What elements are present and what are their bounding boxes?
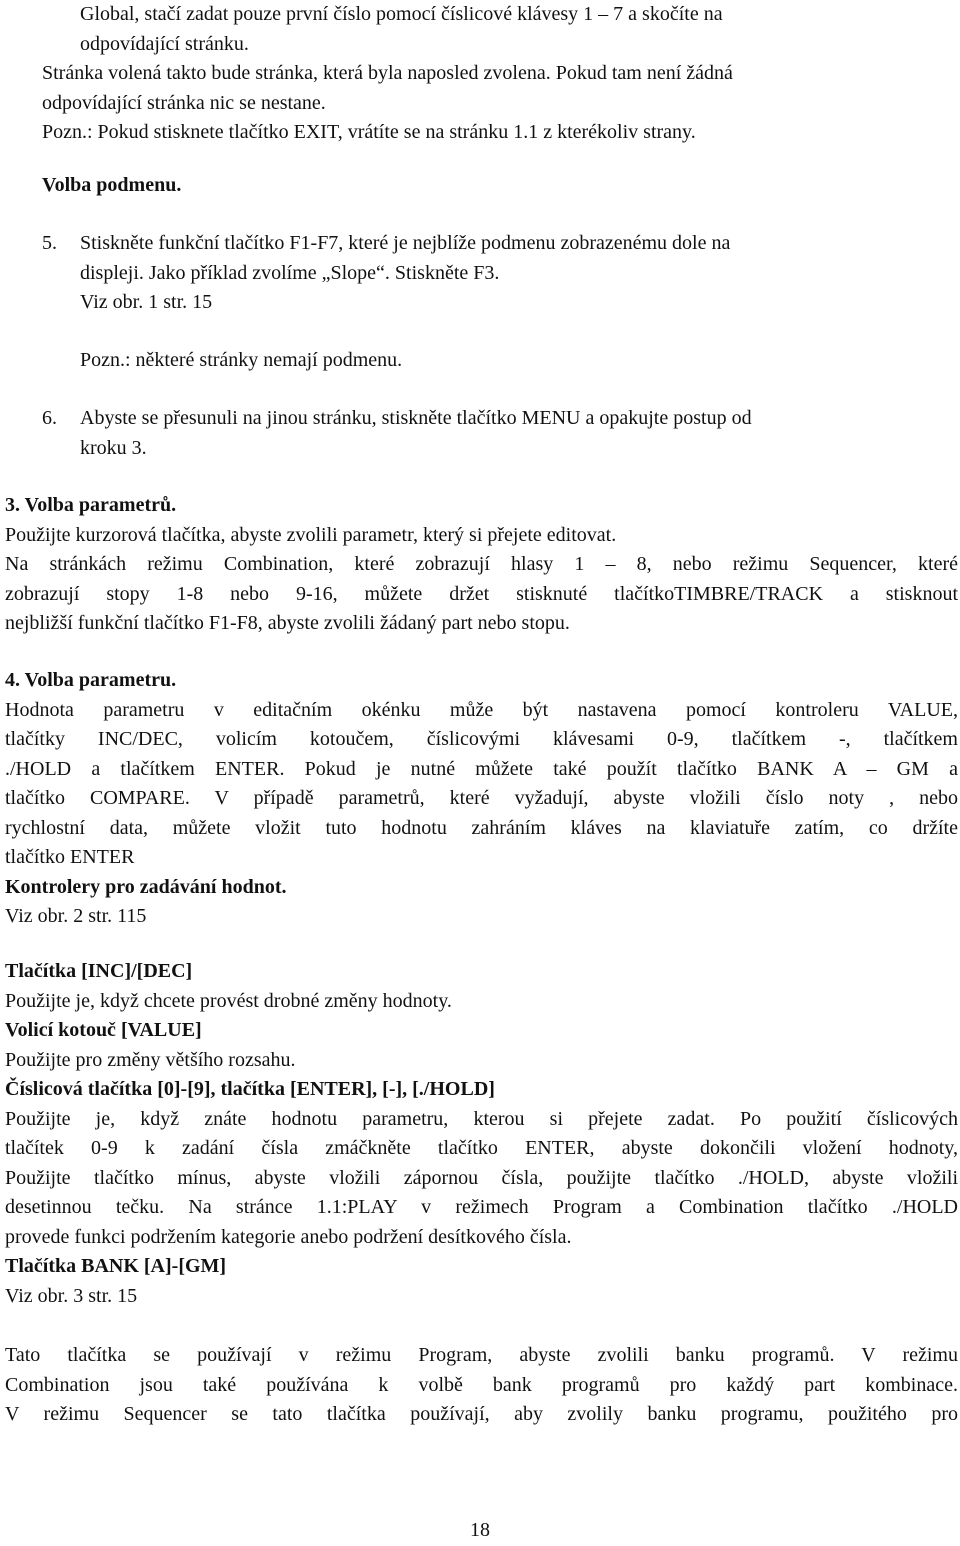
section-3 [5,491,958,639]
inc-dec-heading: Tlačítka [INC]/[DEC] [5,960,193,982]
section-heading: 4. Volba parametru. [5,669,177,691]
paragraph-line: rychlostní data, můžete vložit tuto hodnotu zahráním kláves na klaviatuře zatím, co držíte [5,816,958,839]
step-text: Abyste se přesunuli na jinou stránku, stiskněte tlačítko MENU a opakujte postup od [80,407,752,429]
numeric-keys-heading: Číslicová tlačítka [0]-[9], tlačítka [ENTER], [-], [./HOLD] [5,1078,495,1100]
paragraph-line: Použijte kurzorová tlačítka, abyste zvolili parametr, který si přejete editovat. [5,523,617,546]
paragraph-line: Na stránkách režimu Combination, které zobrazují hlasy 1 – 8, nebo režimu Sequencer, které [5,553,958,575]
step-text: kroku 3. [80,436,147,459]
inc-dec-text: Použijte je, když chcete provést drobné změny hodnoty. [5,989,452,1012]
paragraph-line: Hodnota parametru v editačním okénku může být nastavena pomocí kontroleru VALUE, [5,698,958,721]
intro-line: odpovídající stránka nic se nestane. [42,91,326,114]
bank-paragraph [5,1341,958,1430]
paragraph-line: tlačítko COMPARE. V případě parametrů, které vyžadují, abyste vložili číslo noty , nebo [5,787,958,809]
paragraph-line: zobrazují stopy 1-8 nebo 9-16, můžete držet stisknuté tlačítkoTIMBRE/TRACK a stisknout [5,582,958,605]
section-4 [5,666,958,932]
submenu-note: Pozn.: některé stránky nemají podmenu. [80,349,403,371]
step-5 [42,229,730,318]
intro-line: Stránka volená takto bude stránka, která byla naposled zvolena. Pokud tam není žádná [42,62,733,84]
intro-line: odpovídající stránku. [80,32,249,55]
step-number: 6. [42,407,57,429]
section-heading: 3. Volba parametrů. [5,494,177,516]
value-dial-text: Použijte pro změny většího rozsahu. [5,1048,296,1071]
paragraph-line: Tato tlačítka se používají v režimu Program, abyste zvolili banku programů. V režimu [5,1344,958,1366]
figure-reference: Viz obr. 1 str. 15 [80,291,213,313]
paragraph-line: Combination jsou také používána k volbě bank programů pro každý part kombinace. [5,1373,958,1396]
submenu-heading: Volba podmenu. [42,174,182,196]
controls-section [5,957,958,1311]
intro-line: Global, stačí zadat pouze první číslo pomocí číslicové klávesy 1 – 7 a skočíte na [80,3,723,25]
step-text: Stiskněte funkční tlačítko F1-F7, které je nejblíže podmenu zobrazenému dole na [80,232,731,254]
paragraph-line: tlačítko ENTER [5,846,135,868]
paragraph-line: Použijte tlačítko mínus, abyste vložili zápornou čísla, použijte tlačítko ./HOLD, abyste vložili [5,1166,958,1189]
step-6 [42,404,752,463]
paragraph-line: V režimu Sequencer se tato tlačítka používají, aby zvolily banku programu, použitého pro [5,1403,958,1425]
value-dial-heading: Volicí kotouč [VALUE] [5,1019,202,1041]
step-text: displeji. Jako příklad zvolíme „Slope“. Stiskněte F3. [80,261,500,284]
paragraph-line: ./HOLD a tlačítkem ENTER. Pokud je nutné můžete také použít tlačítko BANK A – GM a [5,757,958,780]
paragraph-line: tlačítek 0-9 k zadání čísla zmáčkněte tlačítko ENTER, abyste dokončili vložení hodnoty, [5,1137,958,1159]
paragraph-line: tlačítky INC/DEC, volicím kotoučem, číslicovými klávesami 0-9, tlačítkem -, tlačítkem [5,728,958,750]
controllers-heading: Kontrolery pro zadávání hodnot. [5,875,287,898]
page-number: 18 [470,1519,490,1541]
paragraph-line: desetinnou tečku. Na stránce 1.1:PLAY v režimech Program a Combination tlačítko ./HOLD [5,1196,958,1218]
paragraph-line: nejbližší funkční tlačítko F1-F8, abyste zvolili žádaný part nebo stopu. [5,612,570,634]
paragraph-line: provede funkci podržením kategorie anebo podržení desítkového čísla. [5,1225,572,1248]
intro-block [42,0,733,148]
intro-note: Pozn.: Pokud stisknete tlačítko EXIT, vrátíte se na stránku 1.1 z kterékoliv strany. [42,121,696,143]
figure-reference: Viz obr. 3 str. 15 [5,1284,138,1307]
paragraph-line: Použijte je, když znáte hodnotu parametru, kterou si přejete zadat. Po použití číslicových [5,1107,958,1130]
bank-heading: Tlačítka BANK [A]-[GM] [5,1255,227,1277]
figure-reference: Viz obr. 2 str. 115 [5,905,147,927]
step-number: 5. [42,232,57,254]
